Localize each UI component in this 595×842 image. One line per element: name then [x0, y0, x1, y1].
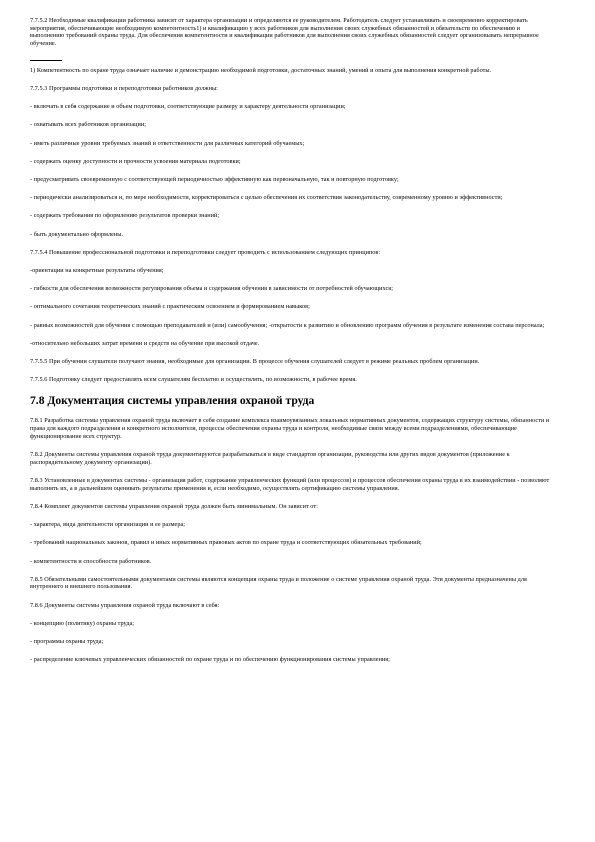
list-item: - требований национальных законов, правил и иных нормативных правовых актов по охране труда и соответствующих обязательных требований; — [30, 539, 422, 547]
paragraph: 7.8.4 Комплект документов системы управления охраной труда должен быть минимальным. Он зависит от: — [30, 502, 318, 510]
paragraph: 7.7.5.4 Повышение профессиональной подготовки и переподготовки следует проводить с использованием следующих принципов: — [30, 248, 381, 256]
footnote-separator — [30, 60, 62, 61]
paragraph: 7.8.6 Документы системы управления охраной труда включают в себя: — [30, 601, 220, 609]
paragraph: 7.8.1 Разработка системы управления охраной труда включает в себя создание комплекса взаимоувязанных локальных нормативных документов, содержащих структуру системы, обязанности и права для каждого подразделения и конкретного исполнителя, процессы обеспечения охраны труда и контроля, необходимые связи между всеми подразделениями, обеспечивающие функционирование всех структур. — [30, 417, 550, 440]
list-item: - гибкости для обеспечения возможности регулирования объема и содержания обучения в зависимости от потребностей обучающихся; — [30, 285, 393, 293]
list-item: - концепцию (политику) охраны труда; — [30, 619, 135, 627]
list-item: -относительно небольших затрат времени и средств на обучение при высокой отдаче. — [30, 339, 260, 347]
list-item: - предусматривать своевременную с соответствующей периодичностью эффективную как первоначальную, так и повторную подготовку; — [30, 176, 399, 184]
list-item: - равных возможностей для обучения с помощью преподавателей и (или) самообучения; -открытости к развитию и обновлению программ обучения в результате изменения состава персонала; — [30, 321, 545, 329]
list-item: - компетентности и способности работников. — [30, 557, 152, 565]
paragraph: 7.8.3 Установленные в документах системы - организация работ, содержание управленческих функций (или процессов) и процессов обеспечения охраны труда в их взаимодействии - позволяют выполнять их, а в дальнейшем оценивать результаты применения и, если необходимо, осуществлять сертификацию системы управления. — [30, 476, 550, 492]
list-item: - содержать оценку доступности и прочности усвоения материала подготовки; — [30, 157, 241, 165]
paragraph: 7.7.5.2 Необходимые квалификации работника зависят от характера организации и определяются ее руководителем. Работодатель следует устанавливать и своевременно корректировать мероприятия, обеспечивающие необходимую компетентность1) и квалификацию у всех работников для выполнения своих служебных обязанностей и обязательств по обеспечению и выполнению требований охраны труда. Для обеспечения компетентности и квалификации работников для выполнения своих служебных обязанностей следует организовывать непрерывное обучение. — [30, 17, 539, 48]
paragraph: 7.7.5.3 Программы подготовки и переподготовки работников должны: — [30, 85, 218, 93]
list-item: - быть документально оформлены. — [30, 230, 124, 238]
list-item: - включать в себя содержание и объем подготовки, соответствующие размеру и характеру деятельности организации; — [30, 103, 346, 111]
list-item: - распределение ключевых управленческих обязанностей по охране труда и по обеспечению функционирования системы управления; — [30, 656, 390, 664]
paragraph: 7.7.5.6 Подготовку следует предоставлять всем слушателям бесплатно и осуществлять, по возможности, в рабочее время. — [30, 376, 357, 384]
footnote: 1) Компетентность по охране труда означает наличие и демонстрацию необходимой подготовки, достаточных знаний, умений и опыта для выполнения конкретной работы. — [30, 66, 492, 74]
list-item: -ориентации на конкретные результаты обучения; — [30, 267, 164, 275]
list-item: - оптимального сочетания теоретических знаний с практическим освоением и формированием навыков; — [30, 303, 310, 311]
section-heading: 7.8 Документация системы управления охраной труда — [30, 394, 315, 408]
paragraph: 7.8.2 Документы системы управления охраной труда документируются разрабатываться в виде стандартов организации, руководства или других видов документов (приложение к распорядительному документу организации). — [30, 451, 510, 466]
list-item: - периодически анализироваться и, по мере необходимости, корректироваться с целью обеспечения их соответствия законодательству, современному уровню и эффективности; — [30, 194, 503, 202]
list-item: - содержать требования по оформлению результатов проверки знаний; — [30, 212, 220, 220]
list-item: - характера, вида деятельности организации и ее размера; — [30, 521, 186, 529]
list-item: - программы охраны труда; — [30, 638, 104, 646]
paragraph: 7.7.5.5 При обучении слушатели получают знания, необходимые для организации. В процессе обучения слушателей следует в режиме реальных проблем организации. — [30, 358, 480, 366]
paragraph: 7.8.5 Обязательными самостоятельными документами системы являются концепция охраны труда и положение о системе управления охраной труда. Эти документы предназначены для внутреннего и внешнего пользования. — [30, 575, 527, 591]
list-item: - охватывать всех работников организации; — [30, 121, 147, 129]
list-item: - иметь различные уровни требуемых знаний и ответственности для различных категорий обучаемых; — [30, 139, 305, 147]
